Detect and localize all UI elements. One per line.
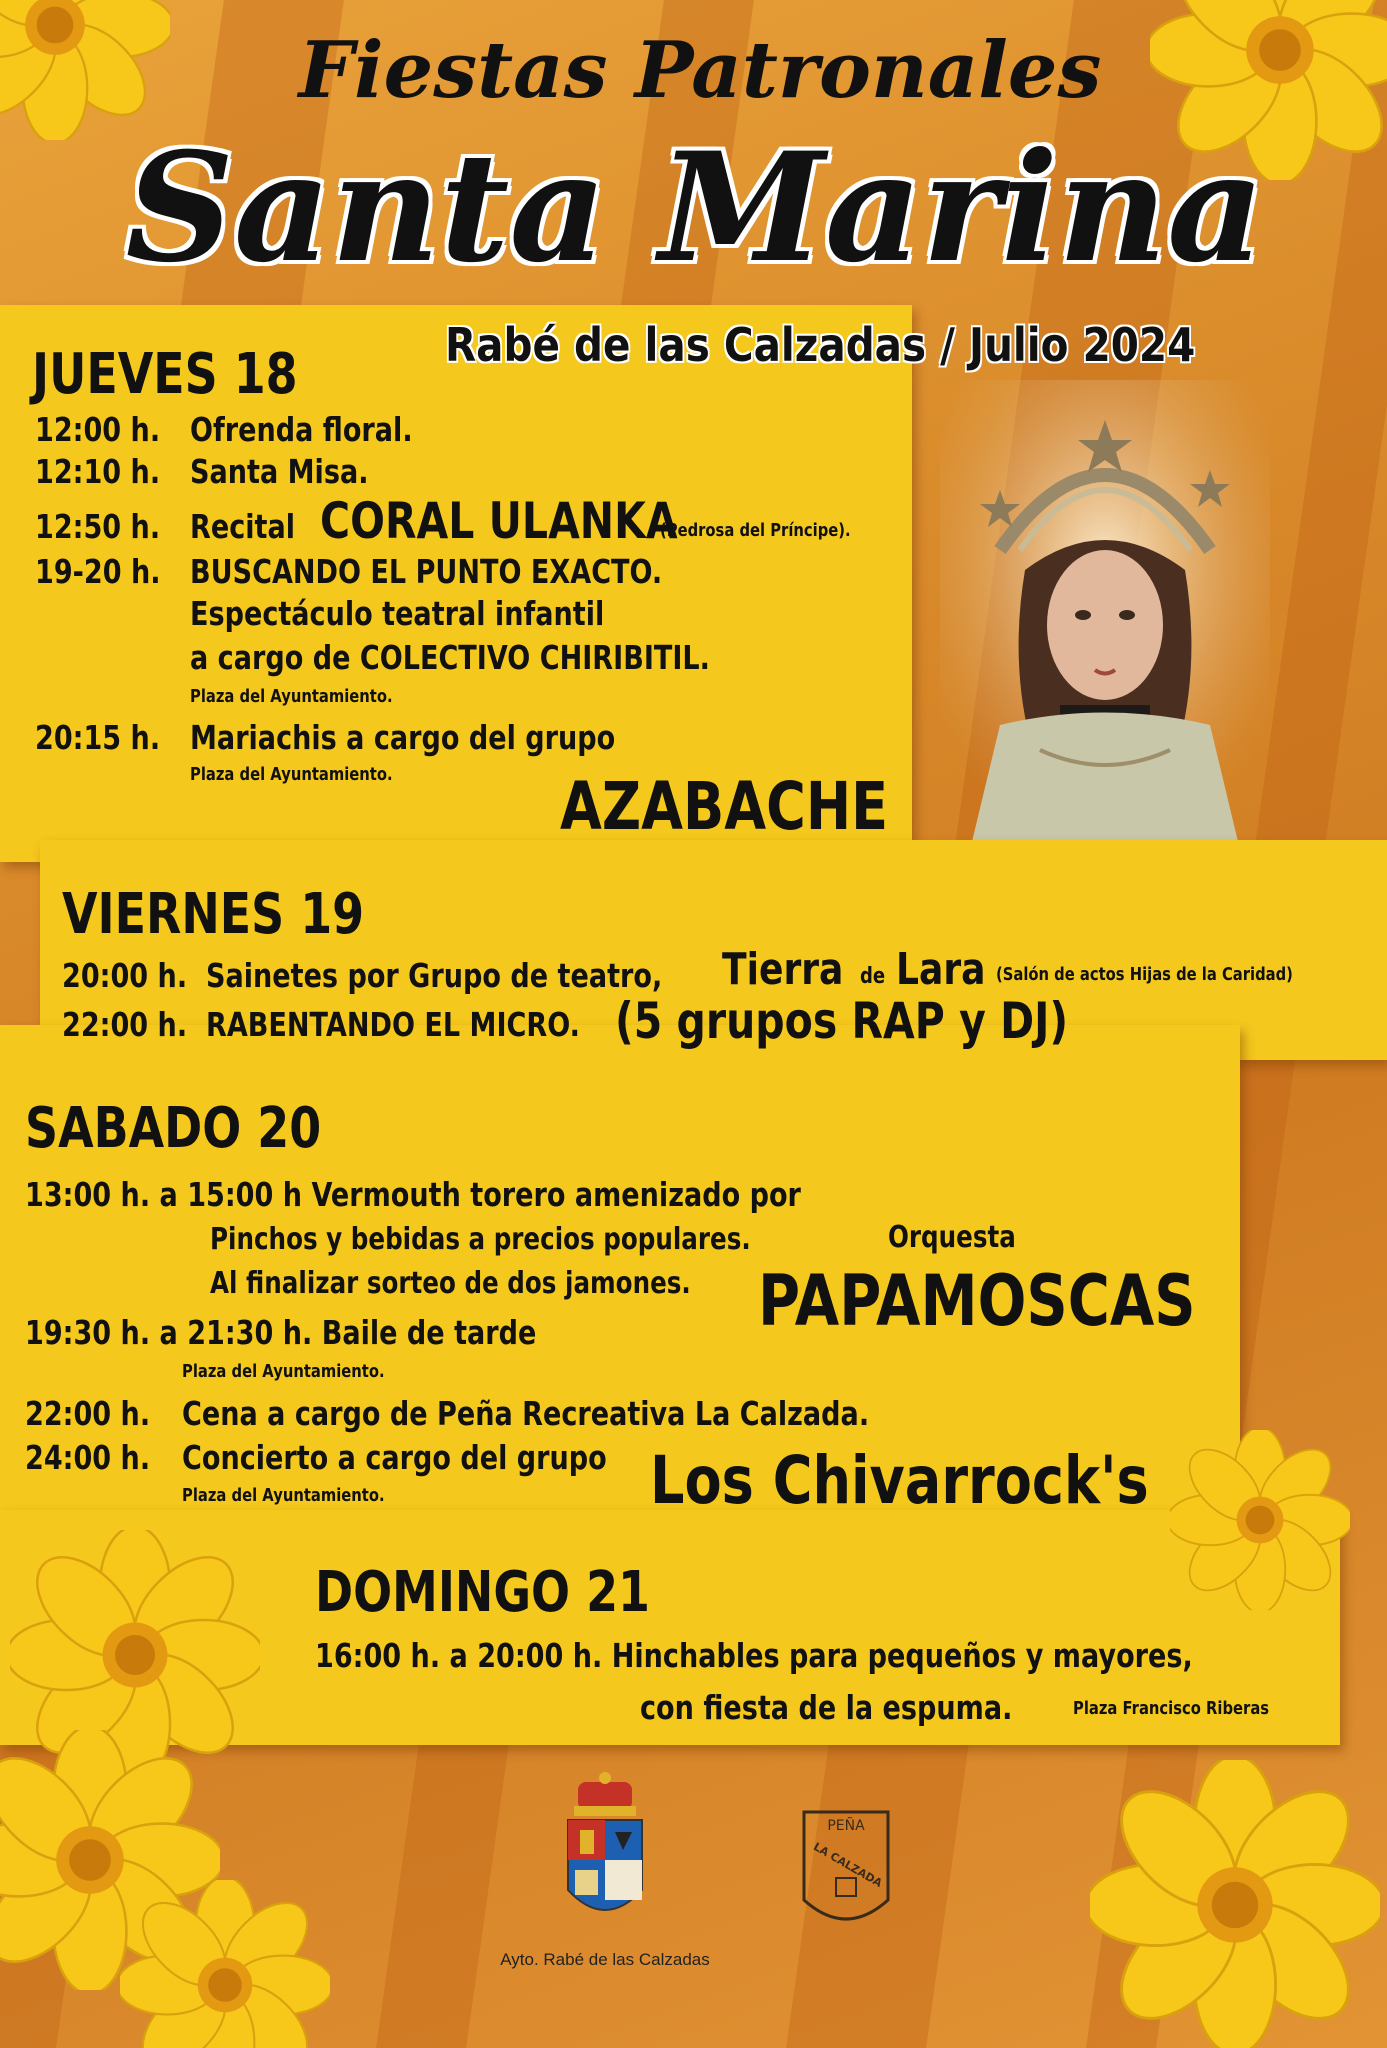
event-time: 12:50 h.: [35, 507, 161, 546]
header-subtitle: Rabé de las Calzadas / Julio 2024: [445, 318, 1196, 372]
event-place: Plaza del Ayuntamiento.: [182, 1485, 385, 1506]
event-place: Plaza Francisco Riberas: [1073, 1698, 1270, 1719]
event-time: 22:00 h.: [25, 1394, 151, 1433]
header-title: Santa Marina: [125, 120, 1265, 296]
flower-icon: [1170, 1430, 1350, 1610]
event-place: Plaza del Ayuntamiento.: [190, 764, 393, 785]
event-text: Concierto a cargo del grupo: [182, 1438, 607, 1477]
event-place: Plaza del Ayuntamiento.: [182, 1361, 385, 1382]
ayto-caption: Ayto. Rabé de las Calzadas: [500, 1950, 710, 1969]
event-highlight: AZABACHE: [560, 768, 889, 845]
event-highlight: (5 grupos RAP y DJ): [615, 992, 1069, 1050]
event-text: RABENTANDO EL MICRO.: [206, 1005, 580, 1044]
event-highlight: Tierra: [722, 944, 844, 995]
event-text: Al finalizar sorteo de dos jamones.: [210, 1266, 691, 1301]
event-text: con fiesta de la espuma.: [640, 1688, 1013, 1727]
event-time: 20:15 h.: [35, 718, 161, 757]
event-text: a cargo de COLECTIVO CHIRIBITIL.: [190, 638, 710, 677]
event-text: Recital: [190, 507, 295, 546]
flower-icon: [120, 1880, 330, 2048]
event-time: 12:10 h.: [35, 452, 161, 491]
event-time: 24:00 h.: [25, 1438, 151, 1477]
saint-statue-image: [940, 380, 1270, 850]
event-place: Plaza del Ayuntamiento.: [190, 686, 393, 707]
day-title-domingo: DOMINGO 21: [315, 1560, 650, 1625]
event-text: 19:30 h. a 21:30 h. Baile de tarde: [25, 1313, 537, 1352]
event-text: 16:00 h. a 20:00 h. Hinchables para pequeños y mayores,: [315, 1636, 1193, 1675]
event-text: BUSCANDO EL PUNTO EXACTO.: [190, 552, 663, 591]
coat-of-arms-icon: [560, 1770, 650, 1930]
pena-logo-icon: [800, 1808, 892, 1934]
event-highlight: PAPAMOSCAS: [758, 1260, 1196, 1342]
event-time: 22:00 h.: [62, 1005, 188, 1044]
pena-logo-top: PEÑA: [827, 1818, 865, 1834]
event-note: (Pedrosa del Príncipe).: [660, 520, 851, 541]
orquesta-label: Orquesta: [888, 1220, 1016, 1255]
event-text: de: [860, 964, 886, 989]
flower-icon: [0, 0, 170, 140]
event-text: Cena a cargo de Peña Recreativa La Calzada.: [182, 1394, 870, 1433]
event-note: (Salón de actos Hijas de la Caridad): [996, 964, 1293, 985]
header-line1: Fiestas Patronales: [298, 25, 1102, 116]
event-highlight: Lara: [896, 944, 986, 995]
event-text: Mariachis a cargo del grupo: [190, 718, 616, 757]
event-text: Pinchos y bebidas a precios populares.: [210, 1222, 751, 1257]
pena-logo-mid: LA CALZADA: [811, 1840, 885, 1890]
event-text: Santa Misa.: [190, 452, 369, 491]
day-title-viernes: VIERNES 19: [62, 882, 365, 947]
day-title-jueves: JUEVES 18: [32, 342, 298, 407]
day-title-sabado: SABADO 20: [25, 1096, 322, 1161]
event-highlight: Los Chivarrock's: [650, 1442, 1149, 1519]
event-text: Ofrenda floral.: [190, 410, 413, 449]
event-text: 13:00 h. a 15:00 h Vermouth torero amenizado por: [25, 1175, 801, 1214]
event-highlight: CORAL ULANKA: [320, 492, 678, 550]
flower-icon: [1090, 1760, 1380, 2048]
event-time: 20:00 h.: [62, 956, 188, 995]
event-text: Sainetes por Grupo de teatro,: [206, 956, 663, 995]
event-text: Espectáculo teatral infantil: [190, 594, 605, 633]
event-time: 19-20 h.: [35, 552, 161, 591]
event-time: 12:00 h.: [35, 410, 161, 449]
